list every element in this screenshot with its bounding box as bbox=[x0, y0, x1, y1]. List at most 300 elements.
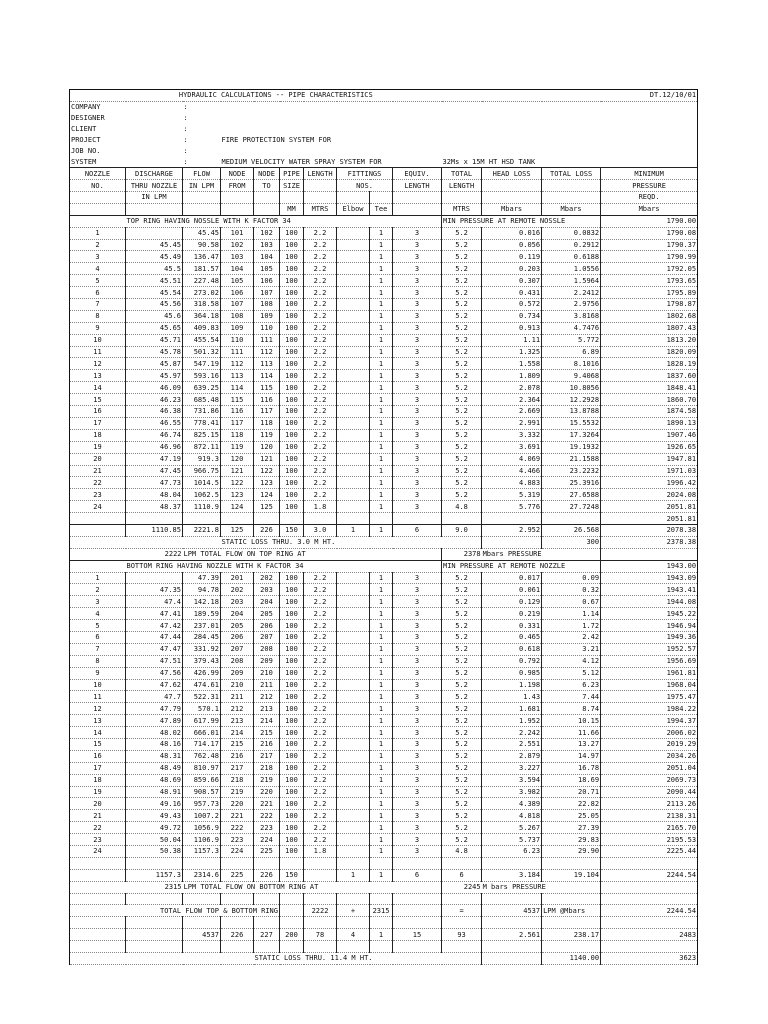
elbow bbox=[337, 239, 370, 251]
min-pressure: 1802.68 bbox=[601, 310, 698, 322]
field-colon: : bbox=[183, 103, 188, 112]
min-pressure: 1807.43 bbox=[601, 322, 698, 334]
flow: 4537 bbox=[183, 929, 221, 941]
tee: 1 bbox=[370, 727, 393, 739]
elbow bbox=[337, 798, 370, 810]
head-loss: 3.332 bbox=[482, 429, 542, 441]
flow: 731.86 bbox=[183, 406, 221, 418]
total-length: 5.2 bbox=[442, 822, 482, 834]
summary-unit: M bars PRESSURE bbox=[482, 881, 601, 893]
tee: 1 bbox=[370, 667, 393, 679]
static-loss-value: 300 bbox=[542, 536, 601, 548]
nozzle-no: 23 bbox=[70, 489, 126, 501]
table-row bbox=[70, 394, 698, 406]
pipe-size: 100 bbox=[280, 310, 304, 322]
nozzle-no: 15 bbox=[70, 738, 126, 750]
length: 2.2 bbox=[304, 703, 337, 715]
tee: 1 bbox=[370, 834, 393, 846]
total-loss: 5.772 bbox=[542, 334, 601, 346]
flow: 47.39 bbox=[183, 572, 221, 584]
equiv-length: 3 bbox=[393, 667, 442, 679]
node-to: 113 bbox=[254, 358, 280, 370]
head-loss: 3.184 bbox=[482, 869, 542, 881]
equiv-length: 3 bbox=[393, 834, 442, 846]
nozzle-no: 11 bbox=[70, 691, 126, 703]
node-from: 113 bbox=[221, 370, 254, 382]
node-from: 111 bbox=[221, 346, 254, 358]
column-header: PRESSURE bbox=[601, 180, 698, 192]
column-header: NO. bbox=[70, 180, 126, 192]
cell bbox=[337, 893, 370, 905]
node-to: 109 bbox=[254, 310, 280, 322]
column-header bbox=[337, 192, 370, 204]
pipe-size: 100 bbox=[280, 477, 304, 489]
cell bbox=[126, 917, 183, 929]
column-header: MTRS bbox=[304, 203, 337, 215]
cell bbox=[126, 941, 183, 953]
final-static-row bbox=[70, 953, 698, 965]
head-loss: 4.883 bbox=[482, 477, 542, 489]
flow: 2314.6 bbox=[183, 869, 221, 881]
length: 2.2 bbox=[304, 406, 337, 418]
equiv-length: 3 bbox=[393, 572, 442, 584]
discharge: 49.16 bbox=[126, 798, 183, 810]
min-pressure: 2113.26 bbox=[601, 798, 698, 810]
total-length: 5.2 bbox=[442, 727, 482, 739]
field-label: PROJECT bbox=[70, 135, 183, 146]
tee: 1 bbox=[370, 620, 393, 632]
min-pressure: 1820.09 bbox=[601, 346, 698, 358]
node-to: 103 bbox=[254, 239, 280, 251]
cell bbox=[370, 893, 393, 905]
min-pressure: 1848.41 bbox=[601, 382, 698, 394]
total-length: 5.2 bbox=[442, 358, 482, 370]
min-pressure: 1996.42 bbox=[601, 477, 698, 489]
tee: 1 bbox=[370, 798, 393, 810]
nozzle-no: 9 bbox=[70, 667, 126, 679]
head-loss: 0.792 bbox=[482, 655, 542, 667]
pipe-size: 100 bbox=[280, 299, 304, 311]
flow: 94.78 bbox=[183, 584, 221, 596]
node-to: 216 bbox=[254, 738, 280, 750]
pipe-size: 100 bbox=[280, 322, 304, 334]
flow: 284.45 bbox=[183, 631, 221, 643]
column-header-row bbox=[70, 203, 698, 215]
tee: 1 bbox=[370, 322, 393, 334]
flow: 778.41 bbox=[183, 417, 221, 429]
nozzle-no: 6 bbox=[70, 287, 126, 299]
nozzle-no bbox=[70, 929, 126, 941]
pipe-size: 100 bbox=[280, 501, 304, 513]
cell bbox=[337, 513, 370, 525]
system-extra: 32Ms x 15M HT HSD TANK bbox=[442, 156, 698, 167]
cell bbox=[304, 857, 337, 869]
section-title-row bbox=[70, 215, 698, 227]
total-length: 5.2 bbox=[442, 810, 482, 822]
pipe-size: 100 bbox=[280, 667, 304, 679]
head-loss: 1.198 bbox=[482, 679, 542, 691]
equiv-length: 3 bbox=[393, 370, 442, 382]
discharge: 47.44 bbox=[126, 631, 183, 643]
pipe-size: 100 bbox=[280, 727, 304, 739]
node-to: 116 bbox=[254, 394, 280, 406]
discharge: 48.91 bbox=[126, 786, 183, 798]
elbow bbox=[337, 429, 370, 441]
column-header: NOS. bbox=[337, 180, 393, 192]
nozzle-no: 20 bbox=[70, 453, 126, 465]
cell bbox=[370, 941, 393, 953]
node-from: 123 bbox=[221, 489, 254, 501]
table-row bbox=[70, 310, 698, 322]
discharge: 47.73 bbox=[126, 477, 183, 489]
field-label: COMPANY bbox=[70, 101, 183, 112]
node-to: 105 bbox=[254, 263, 280, 275]
table-row bbox=[70, 275, 698, 287]
equiv-length: 3 bbox=[393, 750, 442, 762]
length: 2.2 bbox=[304, 465, 337, 477]
head-loss: 0.734 bbox=[482, 310, 542, 322]
elbow bbox=[337, 691, 370, 703]
cell bbox=[482, 953, 542, 965]
pipe-size: 100 bbox=[280, 834, 304, 846]
discharge bbox=[126, 929, 183, 941]
head-loss: 6.23 bbox=[482, 846, 542, 858]
nozzle-no: 18 bbox=[70, 429, 126, 441]
tee: 1 bbox=[370, 929, 393, 941]
head-loss: 5.319 bbox=[482, 489, 542, 501]
table-row bbox=[70, 239, 698, 251]
node-to: 114 bbox=[254, 370, 280, 382]
flow: 666.01 bbox=[183, 727, 221, 739]
elbow bbox=[337, 655, 370, 667]
total-length: 5.2 bbox=[442, 608, 482, 620]
total-length: 5.2 bbox=[442, 631, 482, 643]
table-row bbox=[70, 572, 698, 584]
total-length: 5.2 bbox=[442, 477, 482, 489]
cell bbox=[126, 857, 183, 869]
nozzle-no: 10 bbox=[70, 334, 126, 346]
field-colon: : bbox=[183, 114, 188, 123]
total-length: 93 bbox=[442, 929, 482, 941]
field-colon: : bbox=[183, 136, 188, 144]
discharge: 48.37 bbox=[126, 501, 183, 513]
discharge: 48.31 bbox=[126, 750, 183, 762]
min-pressure: 2225.44 bbox=[601, 846, 698, 858]
head-loss: 0.985 bbox=[482, 667, 542, 679]
summary-label: LPM TOTAL FLOW ON BOTTOM RING AT bbox=[183, 881, 442, 893]
nozzle-no: 8 bbox=[70, 310, 126, 322]
total-loss: 12.2928 bbox=[542, 394, 601, 406]
total-loss: 6.23 bbox=[542, 679, 601, 691]
equiv-length: 3 bbox=[393, 810, 442, 822]
length: 2.2 bbox=[304, 441, 337, 453]
final-pressure: 3623 bbox=[601, 953, 698, 965]
min-pressure: 1828.19 bbox=[601, 358, 698, 370]
node-from: 216 bbox=[221, 750, 254, 762]
column-header bbox=[70, 192, 126, 204]
total-loss: 14.97 bbox=[542, 750, 601, 762]
equiv-length: 3 bbox=[393, 786, 442, 798]
table-row bbox=[70, 786, 698, 798]
min-pressure-value: 1943.00 bbox=[601, 560, 698, 572]
column-header: LENGTH bbox=[442, 180, 482, 192]
equiv-length: 3 bbox=[393, 429, 442, 441]
cell bbox=[482, 917, 542, 929]
column-header: Tee bbox=[370, 203, 393, 215]
flow: 714.17 bbox=[183, 738, 221, 750]
cell bbox=[70, 560, 126, 572]
total-length: 5.2 bbox=[442, 310, 482, 322]
equiv-length: 3 bbox=[393, 441, 442, 453]
tee: 1 bbox=[370, 275, 393, 287]
pipe-size: 100 bbox=[280, 655, 304, 667]
node-from: 221 bbox=[221, 810, 254, 822]
elbow bbox=[337, 620, 370, 632]
cell bbox=[304, 893, 337, 905]
elbow bbox=[337, 631, 370, 643]
head-loss: 1.43 bbox=[482, 691, 542, 703]
total-loss: 6.89 bbox=[542, 346, 601, 358]
discharge: 1157.3 bbox=[126, 869, 183, 881]
column-header: MM bbox=[280, 203, 304, 215]
elbow bbox=[337, 774, 370, 786]
flow: 2221.8 bbox=[183, 524, 221, 536]
column-header-row bbox=[70, 180, 698, 192]
elbow bbox=[337, 275, 370, 287]
cell bbox=[337, 941, 370, 953]
table-row bbox=[70, 762, 698, 774]
length: 2.2 bbox=[304, 620, 337, 632]
node-from: 213 bbox=[221, 715, 254, 727]
elbow bbox=[337, 810, 370, 822]
field-colon: : bbox=[183, 125, 188, 134]
discharge: 47.45 bbox=[126, 465, 183, 477]
discharge: 47.19 bbox=[126, 453, 183, 465]
node-to: 107 bbox=[254, 287, 280, 299]
cell bbox=[183, 893, 221, 905]
discharge: 47.42 bbox=[126, 620, 183, 632]
column-header: Mbars bbox=[601, 203, 698, 215]
nozzle-no: 17 bbox=[70, 762, 126, 774]
total-length: 5.2 bbox=[442, 287, 482, 299]
flow: 908.57 bbox=[183, 786, 221, 798]
section-title: TOP RING HAVING NOSSLE WITH K FACTOR 34 bbox=[126, 215, 442, 227]
cell bbox=[393, 905, 442, 917]
field-label: SYSTEM bbox=[70, 156, 183, 167]
table-row bbox=[70, 334, 698, 346]
pipe-size: 100 bbox=[280, 251, 304, 263]
total-loss: 3.21 bbox=[542, 643, 601, 655]
table-row bbox=[70, 453, 698, 465]
equiv-length: 3 bbox=[393, 774, 442, 786]
field-value: FIRE PROTECTION SYSTEM FOR bbox=[221, 135, 698, 146]
field-value bbox=[221, 124, 698, 135]
nozzle-no: 24 bbox=[70, 846, 126, 858]
min-pressure: 1949.36 bbox=[601, 631, 698, 643]
node-to: 123 bbox=[254, 477, 280, 489]
discharge: 45.65 bbox=[126, 322, 183, 334]
column-header: LENGTH bbox=[393, 180, 442, 192]
tee: 1 bbox=[370, 370, 393, 382]
tee: 1 bbox=[370, 750, 393, 762]
node-to: 203 bbox=[254, 584, 280, 596]
node-to: 102 bbox=[254, 227, 280, 239]
min-pressure: 1975.47 bbox=[601, 691, 698, 703]
tee: 1 bbox=[370, 394, 393, 406]
flow: 810.97 bbox=[183, 762, 221, 774]
cell bbox=[442, 941, 482, 953]
min-pressure: 1984.22 bbox=[601, 703, 698, 715]
column-header: FITTINGS bbox=[337, 168, 393, 180]
total-loss: 22.82 bbox=[542, 798, 601, 810]
head-loss: 0.465 bbox=[482, 631, 542, 643]
tee: 1 bbox=[370, 310, 393, 322]
head-loss: 5.776 bbox=[482, 501, 542, 513]
total-flow-label: TOTAL FLOW TOP & BOTTOM RING bbox=[70, 905, 280, 917]
equiv-length: 3 bbox=[393, 275, 442, 287]
node-from: 114 bbox=[221, 382, 254, 394]
elbow bbox=[337, 334, 370, 346]
table-row bbox=[70, 727, 698, 739]
total-length: 5.2 bbox=[442, 334, 482, 346]
tee: 1 bbox=[370, 358, 393, 370]
node-to: 108 bbox=[254, 299, 280, 311]
flow: 136.47 bbox=[183, 251, 221, 263]
total-length: 5.2 bbox=[442, 786, 482, 798]
tee: 1 bbox=[370, 429, 393, 441]
node-from: 103 bbox=[221, 251, 254, 263]
head-loss: 2.551 bbox=[482, 738, 542, 750]
head-loss: 0.913 bbox=[482, 322, 542, 334]
total-loss: 1.14 bbox=[542, 608, 601, 620]
node-from: 203 bbox=[221, 596, 254, 608]
elbow bbox=[337, 370, 370, 382]
node-from: 207 bbox=[221, 643, 254, 655]
tee: 1 bbox=[370, 453, 393, 465]
total-length: 5.2 bbox=[442, 417, 482, 429]
nozzle-no: 10 bbox=[70, 679, 126, 691]
table-row bbox=[70, 346, 698, 358]
table-row bbox=[70, 382, 698, 394]
elbow bbox=[337, 584, 370, 596]
discharge: 46.23 bbox=[126, 394, 183, 406]
head-loss: 4.069 bbox=[482, 453, 542, 465]
elbow bbox=[337, 417, 370, 429]
tee: 1 bbox=[370, 643, 393, 655]
min-pressure: 1795.89 bbox=[601, 287, 698, 299]
pipe-size: 100 bbox=[280, 382, 304, 394]
cell bbox=[70, 953, 254, 965]
total-length: 5.2 bbox=[442, 465, 482, 477]
cell bbox=[70, 941, 126, 953]
tee: 1 bbox=[370, 691, 393, 703]
table-row bbox=[70, 251, 698, 263]
cell bbox=[280, 893, 304, 905]
discharge: 47.41 bbox=[126, 608, 183, 620]
tee: 1 bbox=[370, 762, 393, 774]
total-length: 5.2 bbox=[442, 453, 482, 465]
table-row bbox=[70, 667, 698, 679]
head-loss: 0.431 bbox=[482, 287, 542, 299]
flow: 1007.2 bbox=[183, 810, 221, 822]
table-row bbox=[70, 489, 698, 501]
length: 2.2 bbox=[304, 715, 337, 727]
nozzle-no: 3 bbox=[70, 251, 126, 263]
node-to: 209 bbox=[254, 655, 280, 667]
cell bbox=[442, 893, 482, 905]
column-header: REQD. bbox=[601, 192, 698, 204]
head-loss: 2.364 bbox=[482, 394, 542, 406]
head-loss: 2.991 bbox=[482, 417, 542, 429]
total-loss: 26.568 bbox=[542, 524, 601, 536]
length: 2.2 bbox=[304, 584, 337, 596]
total-loss: 19.104 bbox=[542, 869, 601, 881]
total-length: 5.2 bbox=[442, 382, 482, 394]
flow: 1062.5 bbox=[183, 489, 221, 501]
nozzle-no: 2 bbox=[70, 584, 126, 596]
table-row bbox=[70, 524, 698, 536]
head-loss: 0.017 bbox=[482, 572, 542, 584]
pipe-size: 100 bbox=[280, 227, 304, 239]
table-body bbox=[70, 90, 698, 965]
node-from: 210 bbox=[221, 679, 254, 691]
summary-unit: Mbars PRESSURE bbox=[482, 548, 601, 560]
flow: 426.99 bbox=[183, 667, 221, 679]
equiv-length: 3 bbox=[393, 417, 442, 429]
cell bbox=[370, 513, 393, 525]
node-to: 205 bbox=[254, 608, 280, 620]
cell bbox=[126, 893, 183, 905]
total-loss: 27.39 bbox=[542, 822, 601, 834]
total-loss: 20.71 bbox=[542, 786, 601, 798]
elbow bbox=[337, 822, 370, 834]
nozzle-no: 5 bbox=[70, 620, 126, 632]
node-to: 218 bbox=[254, 762, 280, 774]
equiv-length: 3 bbox=[393, 798, 442, 810]
column-header: NODE bbox=[254, 168, 280, 180]
static-loss-label: STATIC LOSS THRU. 3.0 M HT. bbox=[221, 536, 482, 548]
cell bbox=[280, 941, 304, 953]
summary-row bbox=[70, 881, 698, 893]
equiv-length: 3 bbox=[393, 453, 442, 465]
elbow: 4 bbox=[337, 929, 370, 941]
tee: 1 bbox=[370, 501, 393, 513]
total-length: 5.2 bbox=[442, 239, 482, 251]
total-loss: 0.0832 bbox=[542, 227, 601, 239]
pipe-size: 100 bbox=[280, 334, 304, 346]
title-row bbox=[70, 90, 698, 102]
elbow bbox=[337, 762, 370, 774]
nozzle-no: 4 bbox=[70, 263, 126, 275]
total-length: 5.2 bbox=[442, 322, 482, 334]
column-header bbox=[370, 192, 393, 204]
column-header bbox=[70, 203, 126, 215]
nozzle-no: 23 bbox=[70, 834, 126, 846]
node-to: 122 bbox=[254, 465, 280, 477]
flow: 825.15 bbox=[183, 429, 221, 441]
elbow: 1 bbox=[337, 869, 370, 881]
calc-table bbox=[69, 89, 698, 965]
min-pressure: 1956.69 bbox=[601, 655, 698, 667]
min-pressure: 2069.73 bbox=[601, 774, 698, 786]
flow: 189.59 bbox=[183, 608, 221, 620]
tee: 1 bbox=[370, 251, 393, 263]
flow: 364.18 bbox=[183, 310, 221, 322]
equiv-length: 3 bbox=[393, 703, 442, 715]
cell bbox=[304, 941, 337, 953]
pipe-size: 100 bbox=[280, 643, 304, 655]
node-from: 223 bbox=[221, 834, 254, 846]
